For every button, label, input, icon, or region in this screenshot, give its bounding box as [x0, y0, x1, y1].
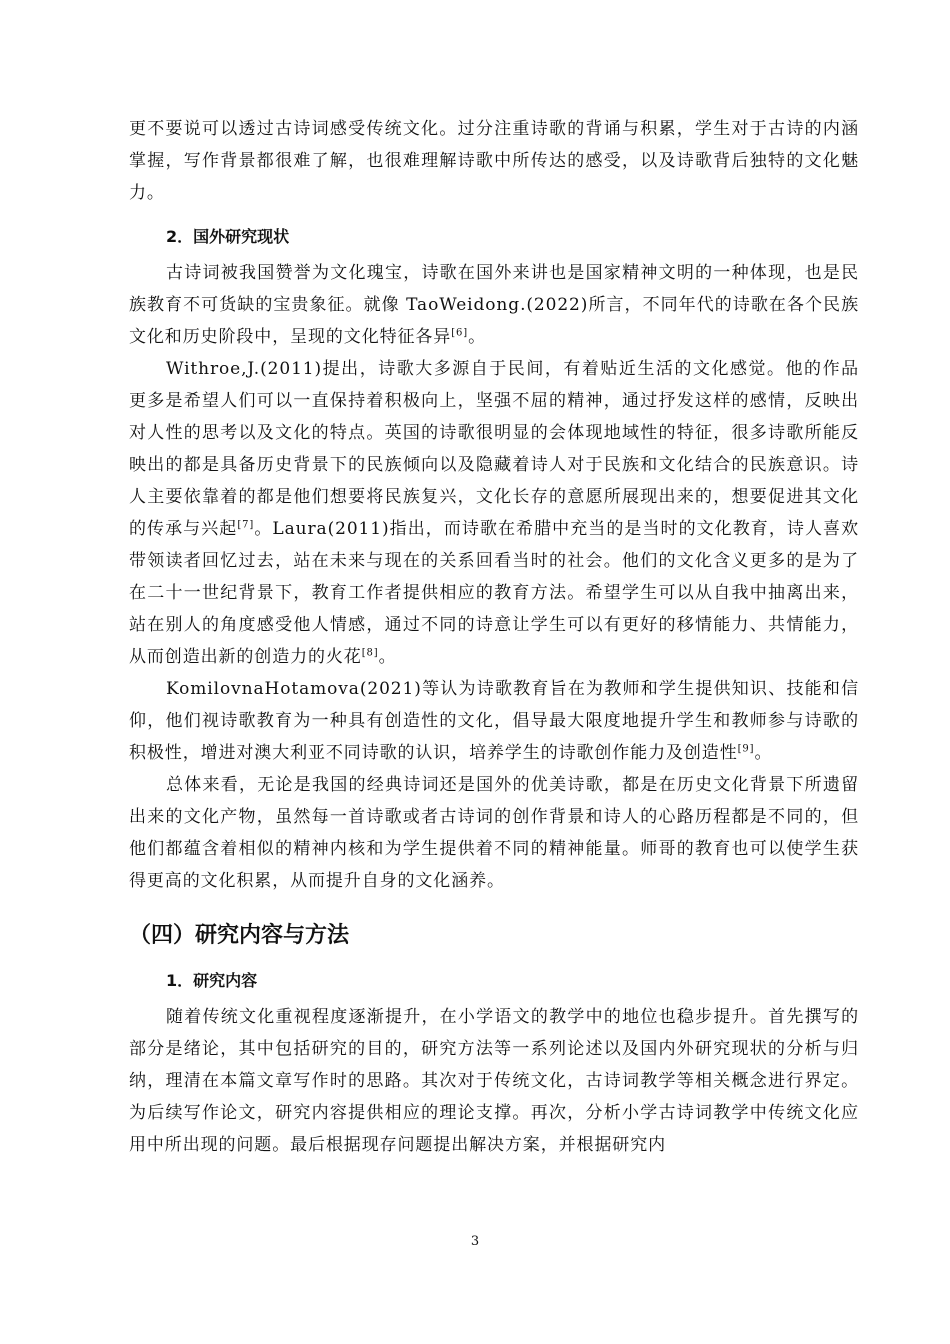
paragraph-text: Withroe,J.(2011)提出，诗歌大多源自于民间，有着贴近生活的文化感觉。他的作品更多是希望人们可以一直保持着积极向上，坚强不屈的精神，通过抒发这样的感情，反映出对人性的思考以及文化的特点。英国的诗歌很明显的会体现地域性的特征，很多诗歌所能反映出的都是具备历史背景下的民族倾向以及隐藏着诗人对于民族和文化结合的民族意识。诗人主要依靠着的都是他们想要将民族复兴，文化长存的意愿所展现出来的，想要促进其文化的传承与兴起 [129, 359, 859, 539]
paragraph-foreign-1 [129, 257, 859, 353]
page-number: 3 [470, 1234, 480, 1249]
paragraph-text: 古诗词被我国赞誉为文化瑰宝，诗歌在国外来讲也是国家精神文明的一种体现，也是民族教育不可货缺的宝贵象征。就像 TaoWeidong.(2022)所言，不同年代的诗歌在各个民族文化和历史阶段中，呈现的文化特征各异 [129, 263, 859, 347]
paragraph-foreign-2 [129, 353, 859, 673]
paragraph-end: 。 [378, 647, 397, 667]
citation-ref: [7] [237, 519, 255, 531]
heading-section-4: （四）研究内容与方法 [129, 923, 350, 948]
paragraph-foreign-4: 总体来看，无论是我国的经典诗词还是国外的优美诗歌，都是在历史文化背景下所遗留出来的文化产物，虽然每一首诗歌或者古诗词的创作背景和诗人的心路历程都是不同的，但他们都蕴含着相似的精神内核和为学生提供着不同的精神能量。师哥的教育也可以使学生获得更高的文化积累，从而提升自身的文化涵养。 [129, 775, 859, 891]
paragraph-text: KomilovnaHotamova(2021)等认为诗歌教育旨在为教师和学生提供知识、技能和信仰，他们视诗歌教育为一种具有创造性的文化，倡导最大限度地提升学生和教师参与诗歌的积极性，增进对澳大利亚不同诗歌的认识，培养学生的诗歌创作能力及创造性 [129, 679, 859, 763]
paragraph-end: 。 [468, 327, 486, 347]
citation-ref: [8] [361, 647, 379, 659]
paragraph-text: 。Laura(2011)指出，而诗歌在希腊中充当的是当时的文化教育，诗人喜欢带领读者回忆过去，站在未来与现在的关系回看当时的社会。他们的文化含义更多的是为了在二十一世纪背景下，教育工作者提供相应的教育方法。希望学生可以从自我中抽离出来，站在别人的角度感受他人情感，通过不同的诗意让学生可以有更好的移情能力、共情能力，从而创造出新的创造力的火花 [129, 519, 859, 667]
paragraph-research-content: 随着传统文化重视程度逐渐提升，在小学语文的教学中的地位也稳步提升。首先撰写的部分是绪论，其中包括研究的目的，研究方法等一系列论述以及国内外研究现状的分析与归纳，理清在本篇文章写作时的思路。其次对于传统文化，古诗词教学等相关概念进行界定。为后续写作论文，研究内容提供相应的理论支撑。再次，分析小学古诗词教学中传统文化应用中所出现的问题。最后根据现存问题提出解决方案，并根据研究内 [129, 1007, 859, 1155]
citation-ref: [9] [737, 743, 755, 755]
citation-ref: [6] [451, 327, 469, 339]
document-body [129, 113, 859, 1161]
paragraph-intro: 更不要说可以透过古诗词感受传统文化。过分注重诗歌的背诵与积累，学生对于古诗的内涵掌握，写作背景都很难了解，也很难理解诗歌中所传达的感受，以及诗歌背后独特的文化魅力。 [129, 119, 859, 203]
paragraph-end: 。 [754, 743, 773, 763]
heading-research-content: 1．研究内容 [166, 971, 258, 990]
paragraph-foreign-3 [129, 673, 859, 769]
heading-foreign-research: 2．国外研究现状 [166, 227, 290, 246]
